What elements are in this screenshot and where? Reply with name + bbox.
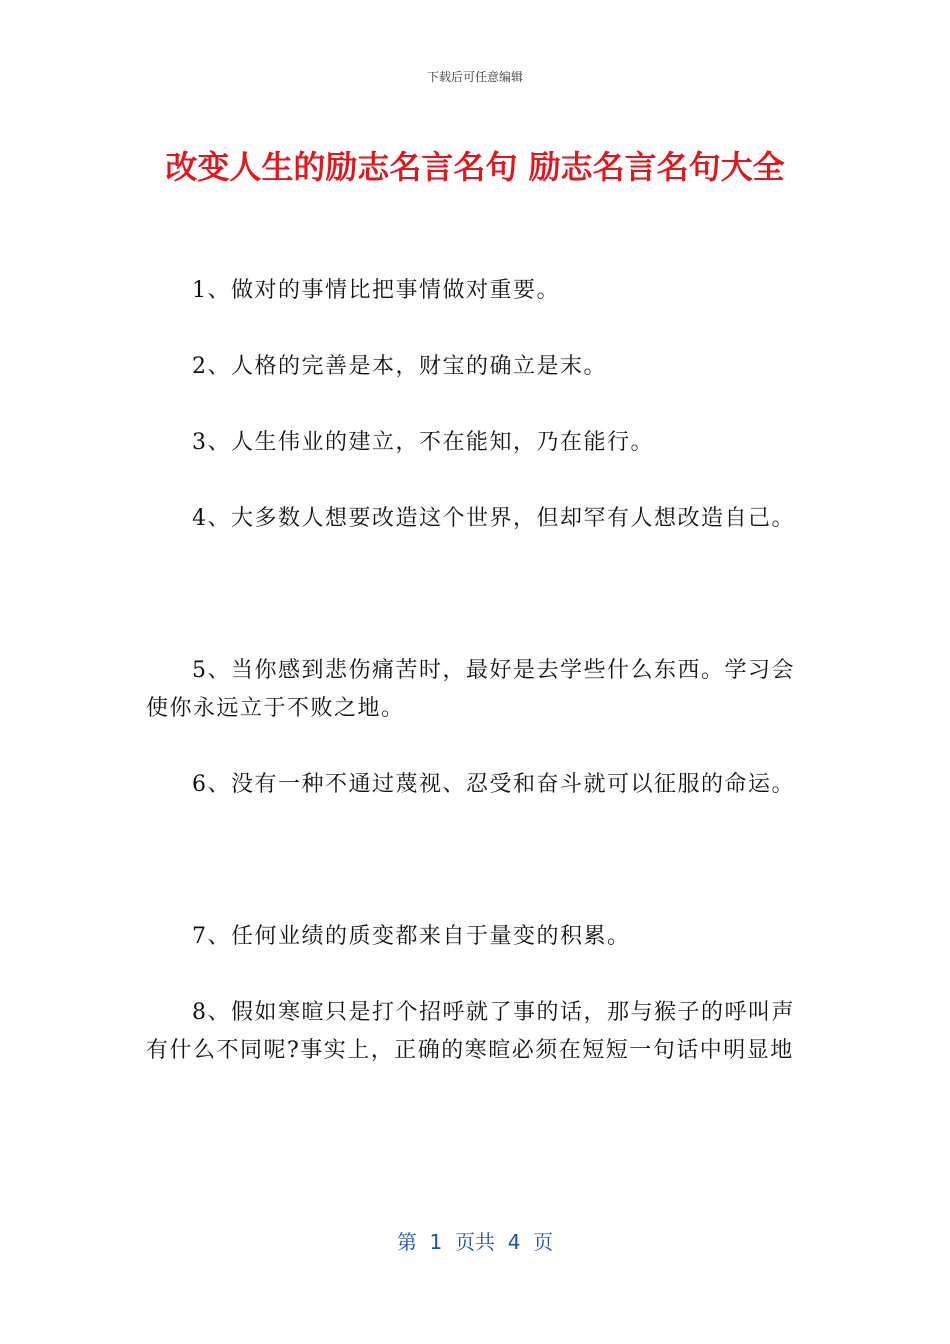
paragraph-8: 8、假如寒暄只是打个招呼就了事的话，那与猴子的呼叫声有什么不同呢?事实上，正确的寒暄必须在短短一句话中明显地: [146, 1000, 795, 1063]
paragraph-1: 1、做对的事情比把事情做对重要。: [192, 278, 560, 303]
header-note: 下载后可任意编辑: [426, 70, 523, 84]
paragraph-spacer: [146, 386, 806, 424]
paragraph-spacer: [146, 310, 806, 348]
paragraph-7: 7、任何业绩的质变都来自于量变的积累。: [192, 924, 631, 949]
paragraph-spacer: [146, 956, 806, 994]
paragraph-spacer: [146, 804, 806, 918]
paragraph-spacer: [146, 462, 806, 500]
paragraph-6: 6、没有一种不通过蔑视、忍受和奋斗就可以征服的命运。: [192, 772, 795, 797]
page-footer: 第 1 页共 4 页: [396, 1230, 554, 1254]
paragraph-4: 4、大多数人想要改造这个世界，但却罕有人想改造自己。: [192, 506, 795, 531]
paragraph-spacer: [146, 728, 806, 766]
paragraph-5: 5、当你感到悲伤痛苦时，最好是去学些什么东西。学习会使你永远立于不败之地。: [146, 658, 795, 721]
paragraph-spacer: [146, 538, 806, 652]
document-body: [146, 272, 806, 1070]
paragraph-2: 2、人格的完善是本，财宝的确立是末。: [192, 354, 607, 379]
paragraph-3: 3、人生伟业的建立，不在能知，乃在能行。: [192, 430, 654, 455]
page-title: 改变人生的励志名言名句 励志名言名句大全: [165, 148, 785, 186]
